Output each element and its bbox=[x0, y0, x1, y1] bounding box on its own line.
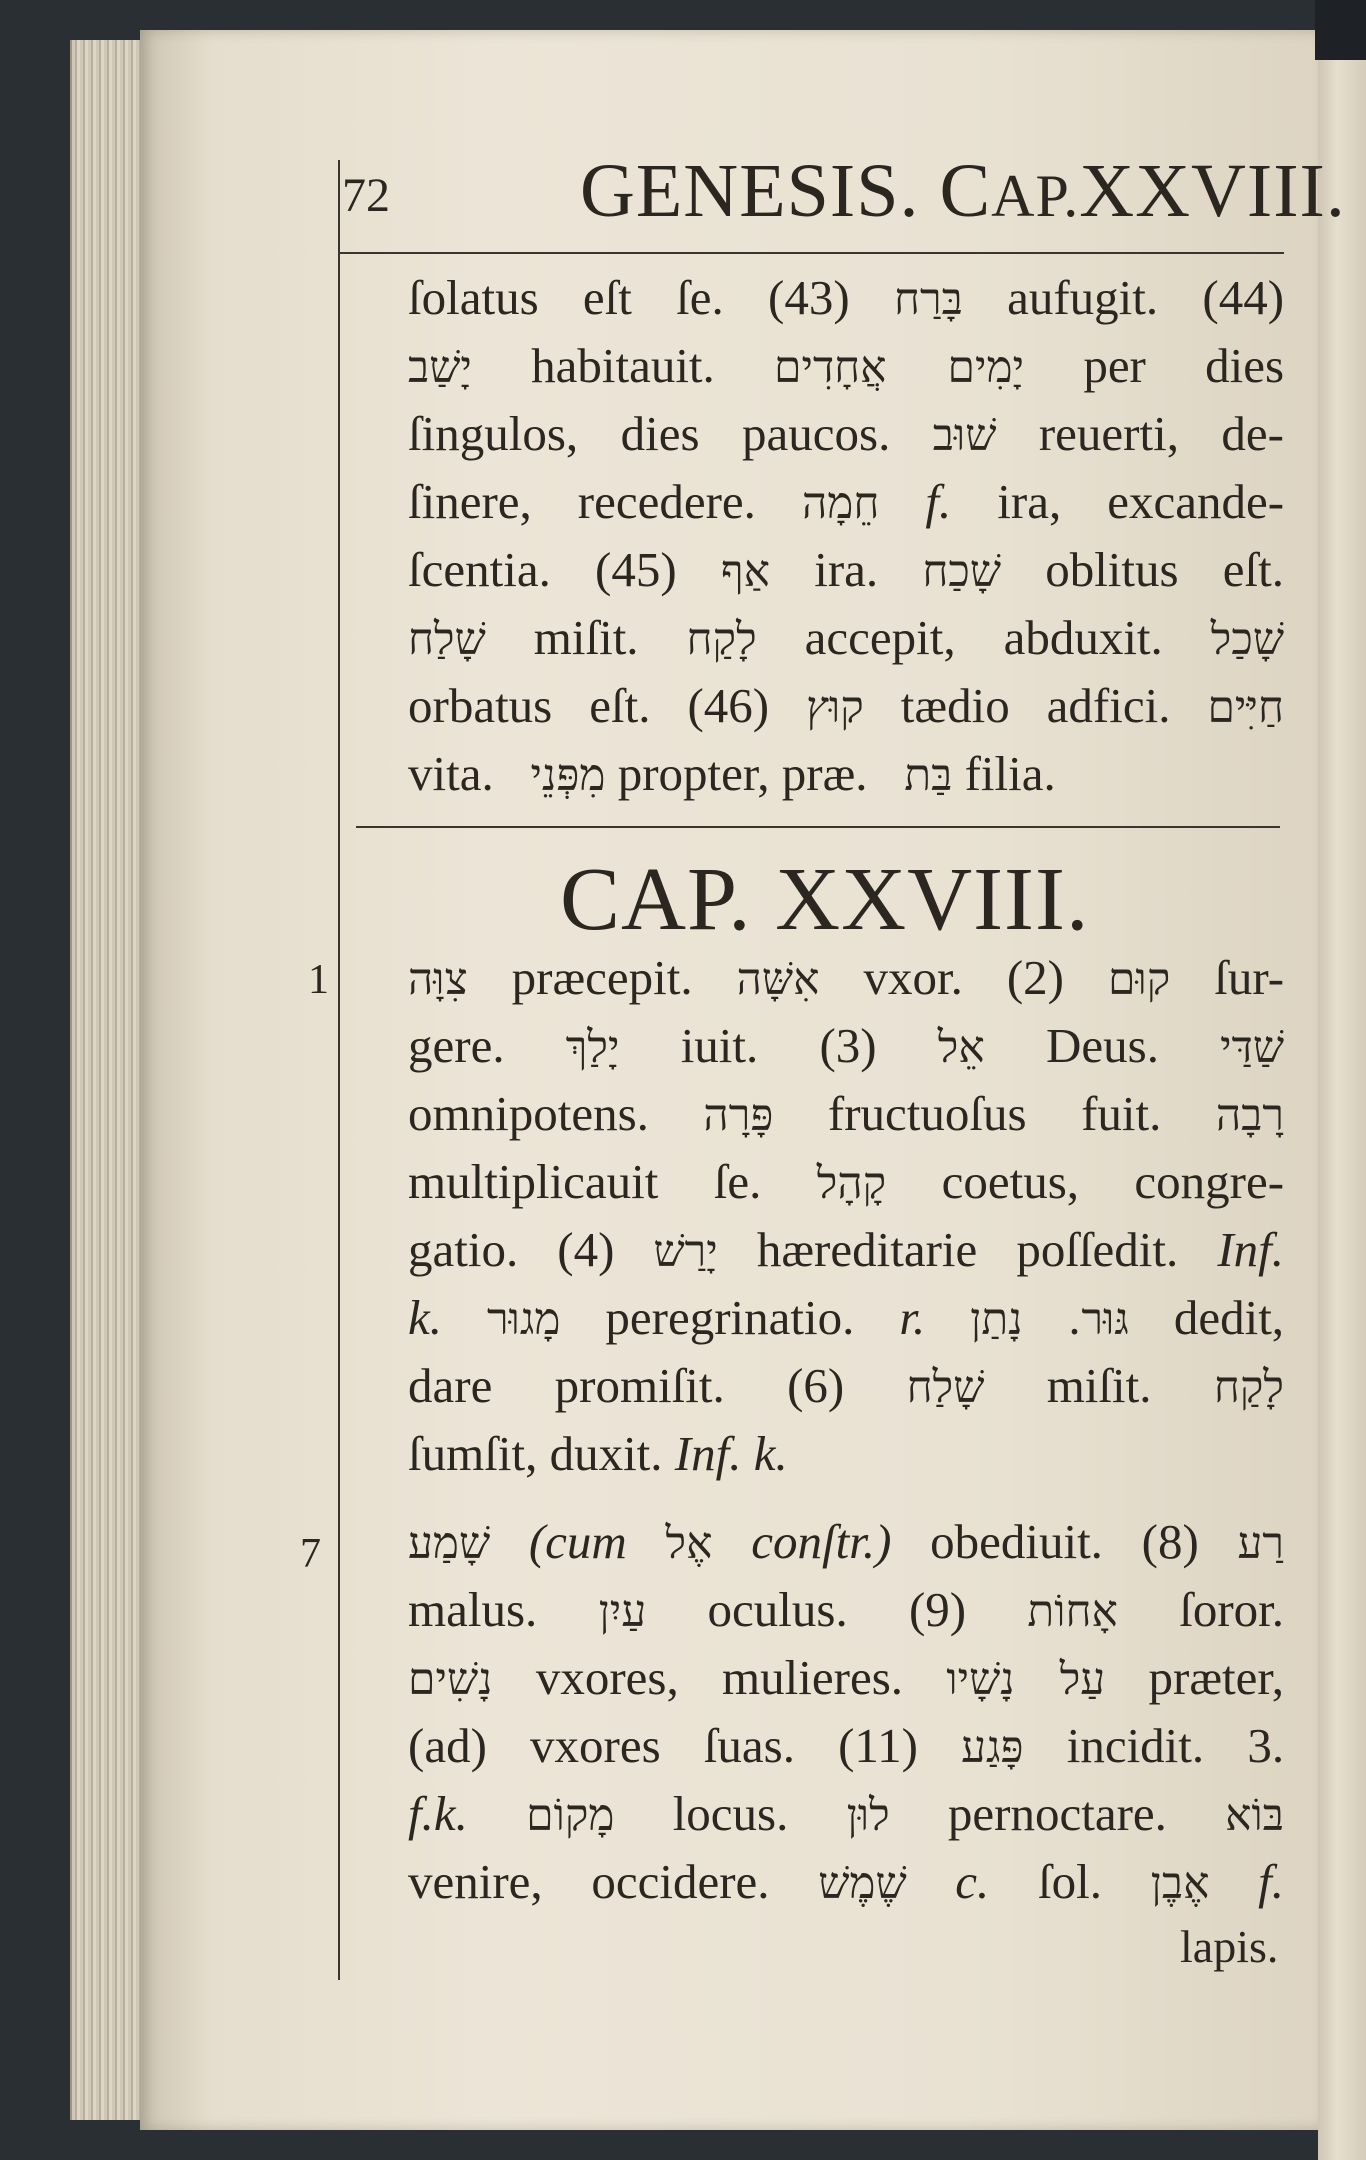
latin-gloss: ſcentia. bbox=[408, 542, 551, 597]
hebrew-word: יָמִים אֲחָדִים bbox=[773, 342, 1025, 393]
latin-gloss: f. bbox=[925, 474, 952, 529]
hebrew-word: אָחוֹת bbox=[1027, 1586, 1118, 1637]
latin-gloss: (3) bbox=[819, 1018, 877, 1073]
hebrew-word: חֵמָה bbox=[801, 478, 880, 529]
hebrew-word: חַיִּים bbox=[1207, 682, 1285, 733]
glossary-block-2 bbox=[408, 944, 1284, 1488]
latin-gloss: obediuit. bbox=[930, 1514, 1103, 1569]
text-line bbox=[408, 1352, 1284, 1420]
hebrew-word: עַיִן bbox=[598, 1586, 647, 1637]
text-line bbox=[408, 1712, 1284, 1780]
latin-gloss: multiplicauit ſe. bbox=[408, 1154, 762, 1209]
hebrew-word: נָשִׁים bbox=[408, 1654, 493, 1705]
catchword: lapis. bbox=[1180, 1921, 1279, 1972]
latin-gloss: vita. bbox=[408, 746, 494, 801]
text-line bbox=[408, 332, 1284, 400]
latin-gloss: vxores, mulieres. bbox=[535, 1650, 904, 1705]
latin-gloss: filia. bbox=[964, 746, 1056, 801]
latin-gloss: coetus, congre- bbox=[941, 1154, 1285, 1209]
latin-gloss: (2) bbox=[1006, 950, 1064, 1005]
latin-gloss: omnipotens. bbox=[408, 1086, 649, 1141]
hebrew-word: לָקַח bbox=[686, 614, 757, 665]
latin-gloss: ſur- bbox=[1214, 950, 1285, 1005]
latin-gloss: per bbox=[1083, 338, 1146, 393]
latin-gloss: incidit. bbox=[1066, 1718, 1205, 1773]
latin-gloss: (11) bbox=[838, 1718, 918, 1773]
latin-gloss: malus. bbox=[408, 1582, 538, 1637]
latin-gloss: oblitus eſt. bbox=[1045, 542, 1284, 597]
text-line bbox=[408, 1576, 1284, 1644]
hebrew-word: קוּם bbox=[1108, 954, 1171, 1005]
hebrew-word: לָקַח bbox=[1213, 1362, 1285, 1413]
latin-gloss: fructuoſus fuit. bbox=[827, 1086, 1162, 1141]
text-line bbox=[408, 740, 1284, 808]
text-line bbox=[408, 672, 1284, 740]
running-title-roman: XXVIII. bbox=[1079, 149, 1346, 233]
latin-gloss: (ad) vxores ſuas. bbox=[408, 1718, 795, 1773]
hebrew-word: קָהָל bbox=[816, 1158, 887, 1209]
verse-marker-7: 7 bbox=[300, 1531, 321, 1577]
latin-gloss: Inf. bbox=[1217, 1222, 1285, 1277]
latin-gloss: Inf. k. bbox=[674, 1426, 788, 1481]
running-title-cap-first: C bbox=[939, 149, 992, 233]
latin-gloss: ſolatus eſt ſe. bbox=[408, 270, 724, 325]
verse-marker-1: 1 bbox=[308, 957, 329, 1003]
latin-gloss: iuit. bbox=[680, 1018, 759, 1073]
latin-gloss: oculus. bbox=[707, 1582, 848, 1637]
glossary-block-3 bbox=[408, 1508, 1284, 1916]
text-line bbox=[408, 1848, 1284, 1916]
text-line bbox=[408, 944, 1284, 1012]
latin-gloss: ſinere, recedere. bbox=[408, 474, 756, 529]
latin-gloss: accepit, abduxit. bbox=[804, 610, 1163, 665]
latin-gloss: gere. bbox=[408, 1018, 505, 1073]
margin-rule bbox=[338, 160, 340, 1980]
hebrew-word: גּוּר. bbox=[1067, 1294, 1129, 1345]
latin-gloss: hæreditarie poſſedit. bbox=[756, 1222, 1179, 1277]
hebrew-word: מָגוּר bbox=[486, 1294, 561, 1345]
hebrew-word: אֶל bbox=[665, 1518, 713, 1569]
text-line bbox=[408, 400, 1284, 468]
latin-gloss: (44) bbox=[1202, 270, 1285, 325]
latin-gloss: aufugit. bbox=[1007, 270, 1159, 325]
hebrew-word: שַׁדַּי bbox=[1220, 1022, 1284, 1073]
hebrew-word: נָתַן bbox=[970, 1294, 1023, 1345]
running-title bbox=[580, 148, 1346, 235]
latin-gloss: ſol. bbox=[1037, 1854, 1102, 1909]
hebrew-word: אִשָּׁה bbox=[736, 954, 820, 1005]
hebrew-word: שָׁכַל bbox=[1210, 614, 1284, 665]
hebrew-word: יָשַׁב bbox=[408, 342, 472, 393]
latin-gloss: k. bbox=[408, 1290, 442, 1345]
latin-gloss: conſtr.) bbox=[751, 1514, 892, 1569]
hebrew-word: לוּן bbox=[846, 1790, 890, 1841]
hebrew-word: שָׁכַח bbox=[922, 546, 1002, 597]
latin-gloss: miſit. bbox=[533, 610, 639, 665]
latin-gloss: (46) bbox=[687, 678, 770, 733]
latin-gloss: dare promiſit. bbox=[408, 1358, 725, 1413]
hebrew-word: אֵל bbox=[937, 1022, 985, 1073]
hebrew-word: בַּת bbox=[904, 750, 953, 801]
hebrew-word: פָּרָה bbox=[703, 1090, 774, 1141]
latin-gloss: (4) bbox=[557, 1222, 615, 1277]
section-rule bbox=[356, 826, 1280, 828]
latin-gloss: peregrinatio. bbox=[605, 1290, 855, 1345]
text-line bbox=[408, 1644, 1284, 1712]
text-line bbox=[408, 1420, 1284, 1488]
hebrew-word: שֶׁמֶשׁ bbox=[818, 1858, 907, 1909]
latin-gloss: ira, excande- bbox=[997, 474, 1285, 529]
latin-gloss: ſumſit, duxit. bbox=[408, 1426, 663, 1481]
background-corner bbox=[1315, 0, 1366, 60]
latin-gloss: c. bbox=[955, 1854, 990, 1909]
latin-gloss: locus. bbox=[672, 1786, 789, 1841]
latin-gloss: (45) bbox=[595, 542, 677, 597]
latin-gloss: reuerti, de- bbox=[1038, 406, 1284, 461]
hebrew-word: יָרַשׁ bbox=[653, 1226, 718, 1277]
latin-gloss: (cum bbox=[528, 1514, 627, 1569]
hebrew-word: בָּרַח bbox=[893, 274, 963, 325]
latin-gloss: orbatus eſt. bbox=[408, 678, 651, 733]
latin-gloss: præcepit. bbox=[511, 950, 693, 1005]
latin-gloss: habitauit. bbox=[531, 338, 715, 393]
latin-gloss: miſit. bbox=[1046, 1358, 1152, 1413]
latin-gloss: ſoror. bbox=[1179, 1582, 1285, 1637]
text-line bbox=[408, 468, 1284, 536]
hebrew-word: שָׁמַע bbox=[408, 1518, 491, 1569]
facing-page-edge bbox=[1318, 0, 1366, 2160]
latin-gloss: præter, bbox=[1148, 1650, 1284, 1705]
latin-gloss: propter, præ. bbox=[617, 746, 868, 801]
latin-gloss: dies bbox=[1205, 338, 1285, 393]
hebrew-word: שׁוּב bbox=[932, 410, 997, 461]
latin-gloss: vxor. bbox=[863, 950, 963, 1005]
hebrew-word: יָלַךְ bbox=[565, 1022, 620, 1073]
latin-gloss: ira. bbox=[814, 542, 879, 597]
hebrew-word: רָבָה bbox=[1215, 1090, 1285, 1141]
latin-gloss: ſingulos, dies paucos. bbox=[408, 406, 891, 461]
latin-gloss: f. bbox=[1258, 1854, 1285, 1909]
glossary-block-1 bbox=[408, 264, 1284, 808]
text-line bbox=[408, 1148, 1284, 1216]
hebrew-word: מָקוֹם bbox=[526, 1790, 615, 1841]
text-line bbox=[408, 1216, 1284, 1284]
text-line bbox=[408, 264, 1284, 332]
hebrew-word: פָּגַע bbox=[961, 1722, 1024, 1773]
hebrew-word: צִוָּה bbox=[408, 954, 468, 1005]
text-line bbox=[408, 1012, 1284, 1080]
hebrew-word: מִפְּנֵי bbox=[530, 750, 606, 801]
latin-gloss: (8) bbox=[1141, 1514, 1199, 1569]
latin-gloss: pernoctare. bbox=[947, 1786, 1167, 1841]
latin-gloss: venire, occidere. bbox=[408, 1854, 770, 1909]
hebrew-word: בּוֹא bbox=[1225, 1790, 1285, 1841]
text-line bbox=[408, 1080, 1284, 1148]
hebrew-word: אֶבֶן bbox=[1150, 1858, 1210, 1909]
text-line bbox=[408, 1284, 1284, 1352]
latin-gloss: (43) bbox=[768, 270, 850, 325]
latin-gloss: (6) bbox=[787, 1358, 845, 1413]
hebrew-word: רַע bbox=[1237, 1518, 1284, 1569]
latin-gloss: (9) bbox=[908, 1582, 967, 1637]
hebrew-word: שָׁלַח bbox=[906, 1362, 985, 1413]
latin-gloss: 3. bbox=[1247, 1718, 1285, 1773]
hebrew-word: עַל נָשָׁיו bbox=[946, 1654, 1106, 1705]
text-line bbox=[408, 536, 1284, 604]
running-title-cap-rest: AP. bbox=[991, 163, 1080, 229]
text-line bbox=[408, 604, 1284, 672]
header-rule bbox=[338, 252, 1284, 254]
latin-gloss: dedit, bbox=[1173, 1290, 1285, 1345]
latin-gloss: tædio adfici. bbox=[900, 678, 1171, 733]
hebrew-word: שָׁלַח bbox=[408, 614, 486, 665]
latin-gloss: gatio. bbox=[408, 1222, 519, 1277]
latin-gloss: Deus. bbox=[1045, 1018, 1159, 1073]
text-line bbox=[408, 1780, 1284, 1848]
running-title-main: GENESIS. bbox=[580, 149, 920, 233]
chapter-heading: CAP. XXVIII. bbox=[560, 850, 1090, 949]
hebrew-word: קוּץ bbox=[806, 682, 864, 733]
latin-gloss: r. bbox=[899, 1290, 926, 1345]
hebrew-word: אַף bbox=[720, 546, 771, 597]
latin-gloss: f.k. bbox=[408, 1786, 468, 1841]
text-line bbox=[408, 1508, 1284, 1576]
page-number: 72 bbox=[342, 169, 390, 222]
